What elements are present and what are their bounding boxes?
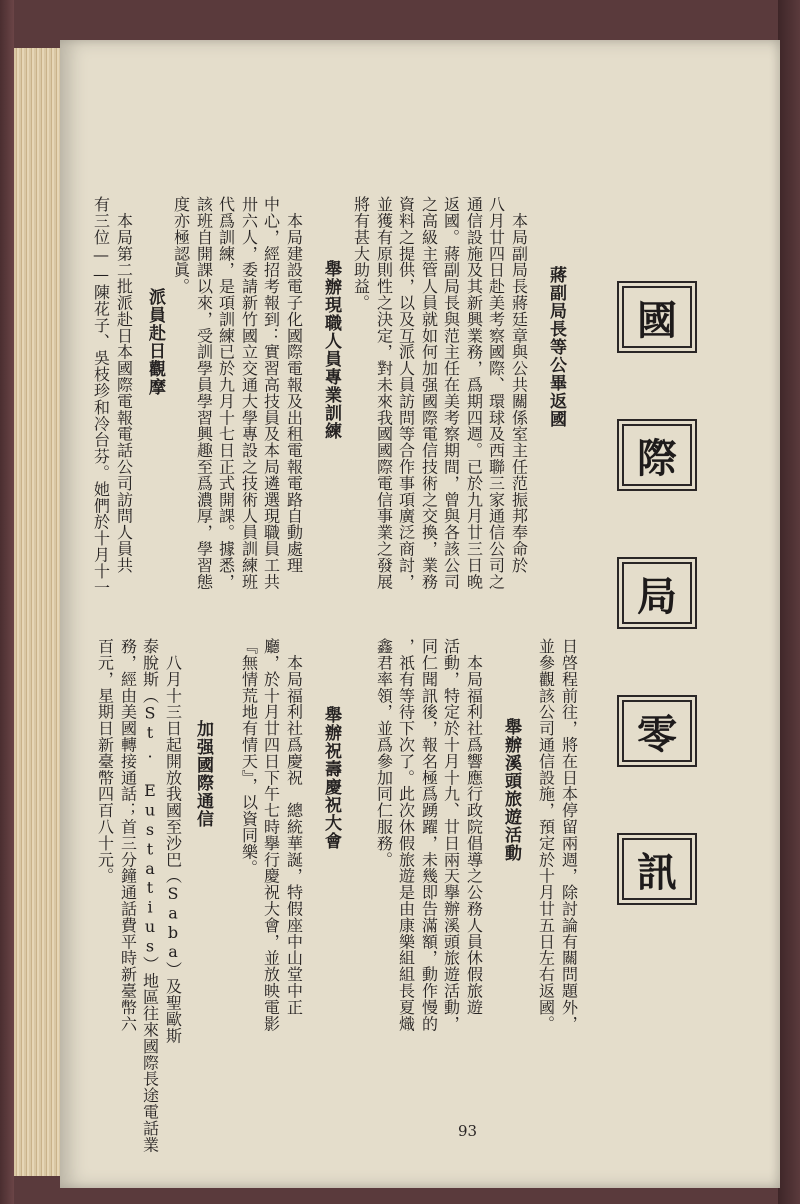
section-heading: 舉辦溪頭旅遊活動 (501, 718, 521, 862)
paragraph-line: 卅六人，委請新竹國立交通大學專設之技術人員訓練班 (239, 196, 259, 590)
paragraph-line: 本局副局長蔣廷章與公共關係室主任范振邦奉命於 (509, 196, 529, 574)
paragraph-line: 中心，經招考報到：實習高技員及本局遴選現職員工共 (261, 196, 281, 590)
paragraph-line: 度亦極認眞。 (171, 196, 191, 295)
page-number: 93 (458, 1122, 478, 1140)
paragraph-line: 廳，於十月廿四日下午七時擧行慶祝大會，並放映電影 (261, 638, 281, 1032)
paragraph-line: 資料之提供，以及互派人員訪問等合作事項廣泛商討， (396, 196, 416, 590)
section-heading: 舉辦祝壽慶祝大會 (321, 706, 341, 850)
paragraph-line: 務，經由美國轉接通話；首三分鐘通話費平時新臺幣六 (118, 638, 138, 1032)
paragraph-line: 通信設施及其新興業務，爲期四週。已於九月廿三日晚 (464, 196, 484, 590)
title-char-box (622, 562, 692, 624)
page-edges (14, 48, 60, 1176)
section-heading: 蔣副局長等公畢返國 (546, 266, 566, 428)
paragraph-line: 八月廿四日赴美考察國際、環球及西聯三家通信公司之 (486, 196, 506, 590)
paragraph-line: 同仁聞訊後，報名極爲踴躍，未幾即告滿額，動作慢的 (419, 638, 439, 1032)
paragraph-line: 本局福利社爲響應行政院倡導之公務人員休假旅遊 (464, 638, 484, 1016)
title-char: 零 (637, 710, 677, 758)
book-cover-right (778, 0, 800, 1204)
paragraph-line: 活動，特定於十月十九、廿日兩天擧辦溪頭旅遊活動， (441, 638, 461, 1032)
paragraph-line: 代爲訓練，是項訓練已於九月十七日正式開課。據悉， (216, 196, 236, 590)
paragraph-line: 八月十三日起開放我國至沙巴（Saba）及聖歐斯 (163, 638, 183, 1044)
book-page (60, 40, 780, 1188)
paragraph-line: ，祇有等待下次了。此次休假旅遊是由康樂組組長夏熾 (396, 638, 416, 1032)
section-heading: 派員赴日觀摩 (145, 288, 165, 396)
title-char-box (622, 424, 692, 486)
title-char-box (622, 700, 692, 762)
paragraph-line: 泰脫斯（St. Eustatius）地區往來國際長途電話業 (140, 638, 160, 1153)
paragraph-line: 本局福利社爲慶祝 總統華誕，特假座中山堂中正 (284, 638, 304, 1016)
paragraph-line: 並參觀該公司通信設施，預定於十月廿五日左右返國。 (536, 638, 556, 1032)
section-heading: 加强國際通信 (193, 720, 213, 828)
paragraph-line: 之高級主管人員就如何加强國際電信技術之交換，業務 (419, 196, 439, 590)
paragraph-line: 返國。蔣副局長與范主任在美考察期間，曾與各該公司 (441, 196, 461, 590)
paragraph-line: 日啓程前往，將在日本停留兩週，除討論有關問題外， (559, 638, 579, 1032)
paragraph-line: 該班自開課以來，受訓學員學習興趣至爲濃厚，學習態 (194, 196, 214, 590)
title-char-box (622, 838, 692, 900)
title-char: 際 (637, 434, 677, 482)
section-heading: 舉辦現職人員專業訓練 (321, 260, 341, 440)
paragraph-line: 本局建設電子化國際電報及出租電報電路自動處理 (284, 196, 304, 574)
paragraph-line: 本局第二批派赴日本國際電報電話公司訪問人員共 (114, 196, 134, 574)
paragraph-line: 鑫君率領，並爲參加同仁服務。 (374, 638, 394, 868)
title-char-box (622, 286, 692, 348)
book-cover-left (0, 0, 14, 1204)
title-char: 局 (637, 572, 677, 620)
paragraph-line: 並獲有原則性之決定，對未來我國國際電信事業之發展 (374, 196, 394, 590)
paragraph-line: 將有甚大助益。 (351, 196, 371, 311)
paragraph-line: 『無情荒地有情天』，以資同樂。 (239, 638, 259, 876)
title-char: 國 (637, 296, 677, 344)
paragraph-line: 有三位——陳花子、吳枝珍和冷台芬。她們於十月十一 (91, 196, 111, 596)
paragraph-line: 百元，星期日新臺幣四百八十元。 (95, 638, 115, 884)
title-char: 訊 (637, 848, 677, 896)
